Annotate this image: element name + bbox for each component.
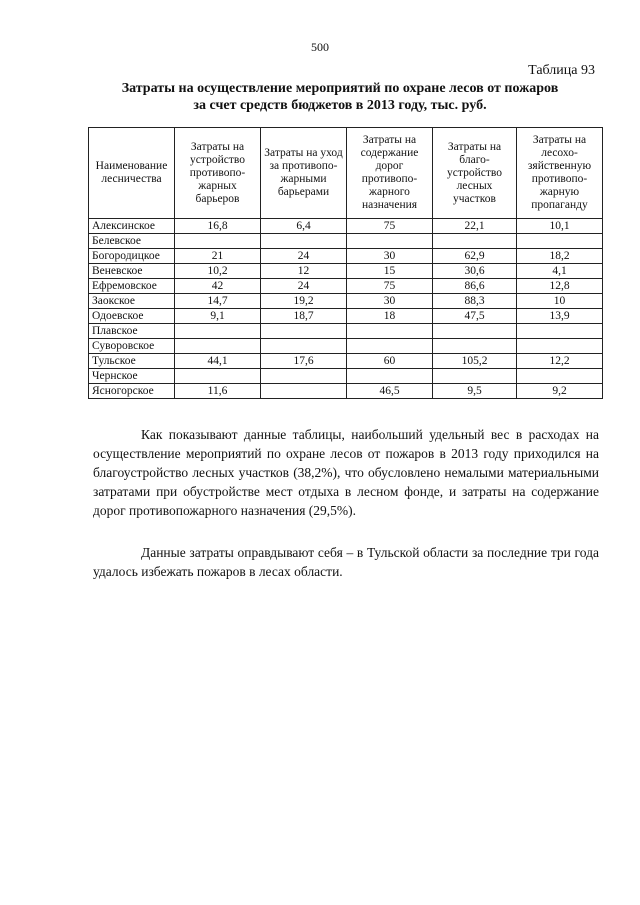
table-row [89,354,603,369]
value-cell [175,234,261,249]
value-cell: 24 [261,249,347,264]
header-barrier-maintenance: Затраты на уход за противопо-жарными барьерами [261,128,347,219]
table-row [89,264,603,279]
value-cell [261,324,347,339]
table-row [89,219,603,234]
table-header-row [89,128,603,219]
value-cell: 10,2 [175,264,261,279]
forestry-name-cell: Одоевское [89,309,175,324]
forestry-name-cell: Плавское [89,324,175,339]
value-cell: 10 [517,294,603,309]
value-cell: 15 [347,264,433,279]
value-cell: 4,1 [517,264,603,279]
forestry-name-cell: Богородицкое [89,249,175,264]
value-cell: 75 [347,219,433,234]
value-cell [261,384,347,399]
table-row [89,279,603,294]
value-cell [433,339,517,354]
value-cell: 12,2 [517,354,603,369]
header-road-maintenance: Затраты на содержание дорог противопо-жарного назначения [347,128,433,219]
value-cell: 11,6 [175,384,261,399]
forestry-name-cell: Тульское [89,354,175,369]
value-cell [347,324,433,339]
value-cell: 30,6 [433,264,517,279]
value-cell: 12 [261,264,347,279]
value-cell: 24 [261,279,347,294]
header-site-improvement: Затраты на благо-устройство лесных участков [433,128,517,219]
value-cell: 105,2 [433,354,517,369]
forestry-name-cell: Алексинское [89,219,175,234]
value-cell: 75 [347,279,433,294]
paragraph-1 [93,425,599,520]
value-cell: 86,6 [433,279,517,294]
expenses-table [88,127,603,399]
value-cell: 47,5 [433,309,517,324]
value-cell: 88,3 [433,294,517,309]
value-cell: 18,7 [261,309,347,324]
value-cell [175,324,261,339]
paragraph-2-text: Данные затраты оправдывают себя – в Тульской области за последние три года удалось избежать пожаров в лесах области. [93,545,599,579]
value-cell [433,234,517,249]
forestry-name-cell: Веневское [89,264,175,279]
table-title-line-1: Затраты на осуществление мероприятий по охране лесов от пожаров [121,81,559,96]
table-title-line-2: за счет средств бюджетов в 2013 году, тыс. руб. [193,98,487,113]
value-cell: 60 [347,354,433,369]
header-propaganda: Затраты на лесохо-зяйственную противопо-жарную пропаганду [517,128,603,219]
value-cell [261,369,347,384]
value-cell [433,324,517,339]
value-cell: 9,2 [517,384,603,399]
value-cell: 9,1 [175,309,261,324]
value-cell [175,369,261,384]
value-cell: 22,1 [433,219,517,234]
table-row [89,309,603,324]
value-cell: 21 [175,249,261,264]
header-forestry: Наименование лесничества [89,128,175,219]
value-cell: 62,9 [433,249,517,264]
value-cell: 14,7 [175,294,261,309]
value-cell [517,234,603,249]
value-cell: 19,2 [261,294,347,309]
value-cell: 17,6 [261,354,347,369]
value-cell: 6,4 [261,219,347,234]
table-row [89,339,603,354]
table-row [89,294,603,309]
table-row [89,369,603,384]
value-cell [261,339,347,354]
value-cell [517,339,603,354]
table-row [89,234,603,249]
value-cell [347,234,433,249]
paragraph-2 [93,543,599,581]
value-cell: 18 [347,309,433,324]
table-caption: Таблица 93 [528,63,595,78]
paragraph-1-text: Как показывают данные таблицы, наибольший удельный вес в расходах на осуществление мероприятий по охране лесов от пожаров в 2013 году приходился на благоустройство лесных участков (38,2%), что обусловлено немалыми материальными затратами при обустройстве мест отдыха в лесном фонде, и затраты на содержание дорог противопожарного назначения (29,5%). [93,427,599,518]
value-cell: 42 [175,279,261,294]
value-cell: 30 [347,249,433,264]
value-cell: 18,2 [517,249,603,264]
value-cell: 9,5 [433,384,517,399]
forestry-name-cell: Ефремовское [89,279,175,294]
value-cell: 44,1 [175,354,261,369]
forestry-name-cell: Ясногорское [89,384,175,399]
value-cell: 12,8 [517,279,603,294]
value-cell: 30 [347,294,433,309]
value-cell: 13,9 [517,309,603,324]
forestry-name-cell: Суворовское [89,339,175,354]
table-title [80,80,600,114]
value-cell [347,339,433,354]
value-cell [175,339,261,354]
forestry-name-cell: Чернское [89,369,175,384]
value-cell [517,369,603,384]
value-cell: 16,8 [175,219,261,234]
forestry-name-cell: Заокское [89,294,175,309]
header-barrier-construction: Затраты на устройство противопо-жарных барьеров [175,128,261,219]
value-cell [347,369,433,384]
value-cell [261,234,347,249]
value-cell [433,369,517,384]
value-cell: 10,1 [517,219,603,234]
table-row [89,249,603,264]
table-row [89,324,603,339]
forestry-name-cell: Белевское [89,234,175,249]
page-number: 500 [311,40,329,54]
table-row [89,384,603,399]
value-cell [517,324,603,339]
value-cell: 46,5 [347,384,433,399]
